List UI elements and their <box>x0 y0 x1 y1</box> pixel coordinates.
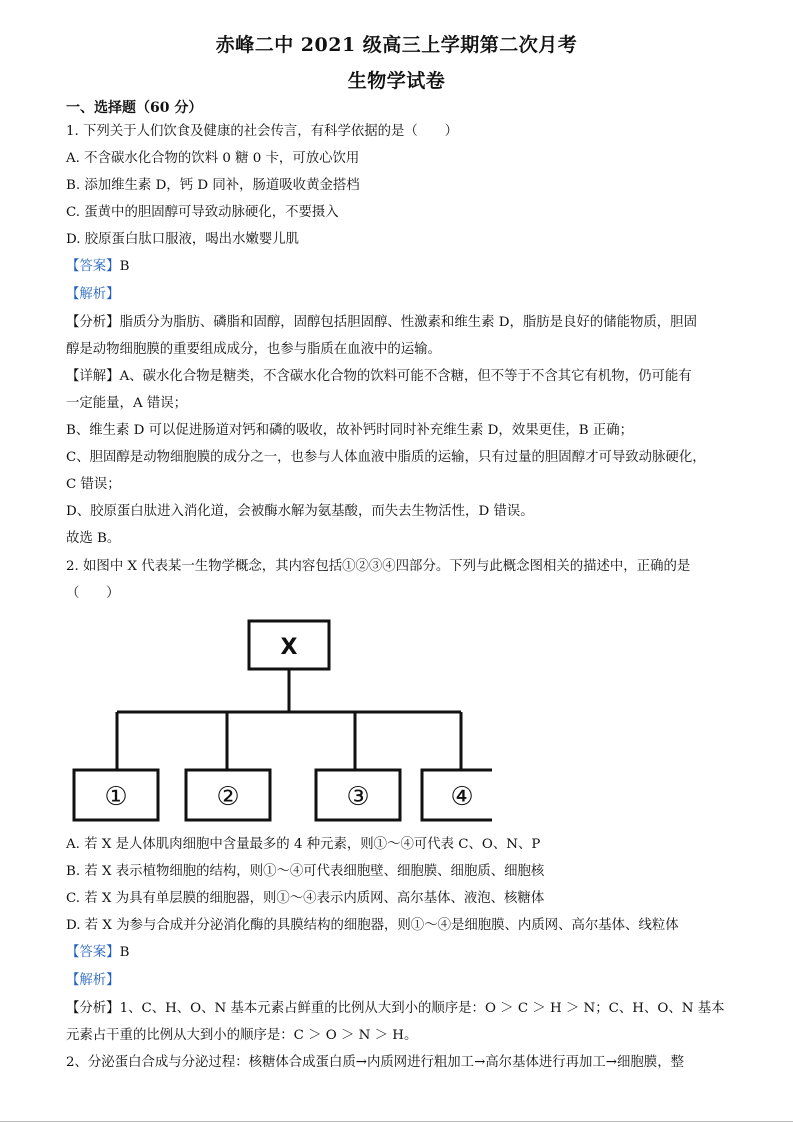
concept-diagram <box>72 618 492 826</box>
q1-answer <box>66 258 727 275</box>
diagram-child-label-4: ④ <box>450 782 474 812</box>
q1-xiangjie-line-6: D、胶原蛋白肽进入消化道，会被酶水解为氨基酸，而失去生物活性，D 错误。 <box>66 504 534 519</box>
q1-fenxi-line-2: 醇是动物细胞膜的重要组成成分，也参与脂质在血液中的运输。 <box>66 342 441 357</box>
q1-option-a: A. 不含碳水化合物的饮料 0 糖 0 卡，可放心饮用 <box>66 151 360 166</box>
q1-xiangjie-line-3: B、维生素 D 可以促进肠道对钙和磷的吸收，故补钙时同时补充维生素 D，效果更佳，B 正确； <box>66 423 634 438</box>
q1-xiangjie-line-1 <box>66 368 727 385</box>
answer-value: B <box>119 945 130 960</box>
q1-option-d: D. 胶原蛋白肽口服液，喝出水嫩婴儿肌 <box>66 232 300 247</box>
q1-xiangjie-line-2: 一定能量，A 错误； <box>66 396 188 411</box>
q2-option-d: D. 若 X 为参与合成并分泌消化酶的具膜结构的细胞器，则①～④是细胞膜、内质网、高尔基体、线粒体 <box>66 918 679 933</box>
q1-analysis-tag: 【解析】 <box>66 287 120 302</box>
q1-xiangjie-line-5: C 错误； <box>66 477 121 492</box>
diagram-child-label-2: ② <box>216 782 240 812</box>
answer-tag: 【答案】 <box>66 259 120 274</box>
answer-tag: 【答案】 <box>66 945 120 960</box>
fenxi-text: 1、C、H、O、N 基本元素占鲜重的比例从大到小的顺序是：O ＞ C ＞ H ＞ N；C、H、O、N 基本 <box>119 1001 725 1016</box>
q2-fenxi-line-2: 元素占干重的比例从大到小的顺序是：C ＞ O ＞ N ＞ H。 <box>66 1028 418 1043</box>
q2-answer <box>66 944 727 961</box>
q1-xiangjie-line-7: 故选 B。 <box>66 531 121 546</box>
q2-option-a: A. 若 X 是人体肌肉细胞中含量最多的 4 种元素，则①～④可代表 C、O、N、P <box>66 837 541 852</box>
fenxi-tag: 【分析】 <box>66 315 120 330</box>
xiangjie-tag: 【详解】 <box>66 369 120 384</box>
q2-analysis-tag: 【解析】 <box>66 973 120 988</box>
page-subtitle: 生物学试卷 <box>347 70 446 92</box>
diagram-child-label-3: ③ <box>346 782 370 812</box>
q2-option-c: C. 若 X 为具有单层膜的细胞器，则①～④表示内质网、高尔基体、液泡、核糖体 <box>66 891 545 906</box>
q2-option-b: B. 若 X 表示植物细胞的结构，则①～④可代表细胞壁、细胞膜、细胞质、细胞核 <box>66 864 545 879</box>
q2-fenxi-line-3: 2、分泌蛋白合成与分泌过程：核糖体合成蛋白质→内质网进行粗加工→高尔基体进行再加工→细胞膜，整 <box>66 1055 684 1070</box>
diagram-root-label: X <box>280 635 298 660</box>
fenxi-text: 脂质分为脂肪、磷脂和固醇，固醇包括胆固醇、性激素和维生素 D，脂肪是良好的储能物质，胆固 <box>119 315 697 330</box>
fenxi-tag: 【分析】 <box>66 1001 120 1016</box>
q2-stem-line-1: 2. 如图中 X 代表某一生物学概念，其内容包括①②③④四部分。下列与此概念图相关的描述中，正确的是 <box>66 559 691 574</box>
xiangjie-text: A、碳水化合物是糖类，不含碳水化合物的饮料可能不含糖，但不等于不含其它有机物，仍可能有 <box>119 369 692 384</box>
q1-option-c: C. 蛋黄中的胆固醇可导致动脉硬化，不要摄入 <box>66 205 339 220</box>
answer-value: B <box>119 259 130 274</box>
q2-stem-line-2: （ ） <box>66 586 120 601</box>
q1-option-b: B. 添加维生素 D，钙 D 同补，肠道吸收黄金搭档 <box>66 178 360 193</box>
diagram-child-label-1: ① <box>104 782 128 812</box>
section-heading: 一、选择题（60 分） <box>66 100 203 116</box>
page-title: 赤峰二中 2021 级高三上学期第二次月考 <box>215 34 578 56</box>
q1-xiangjie-line-4: C、胆固醇是动物细胞膜的成分之一，也参与人体血液中脂质的运输，只有过量的胆固醇才可导致动脉硬化， <box>66 450 706 465</box>
q1-fenxi-line-1 <box>66 314 727 331</box>
q1-stem: 1. 下列关于人们饮食及健康的社会传言，有科学依据的是（ ） <box>66 124 458 139</box>
q2-fenxi-line-1 <box>66 1000 727 1017</box>
